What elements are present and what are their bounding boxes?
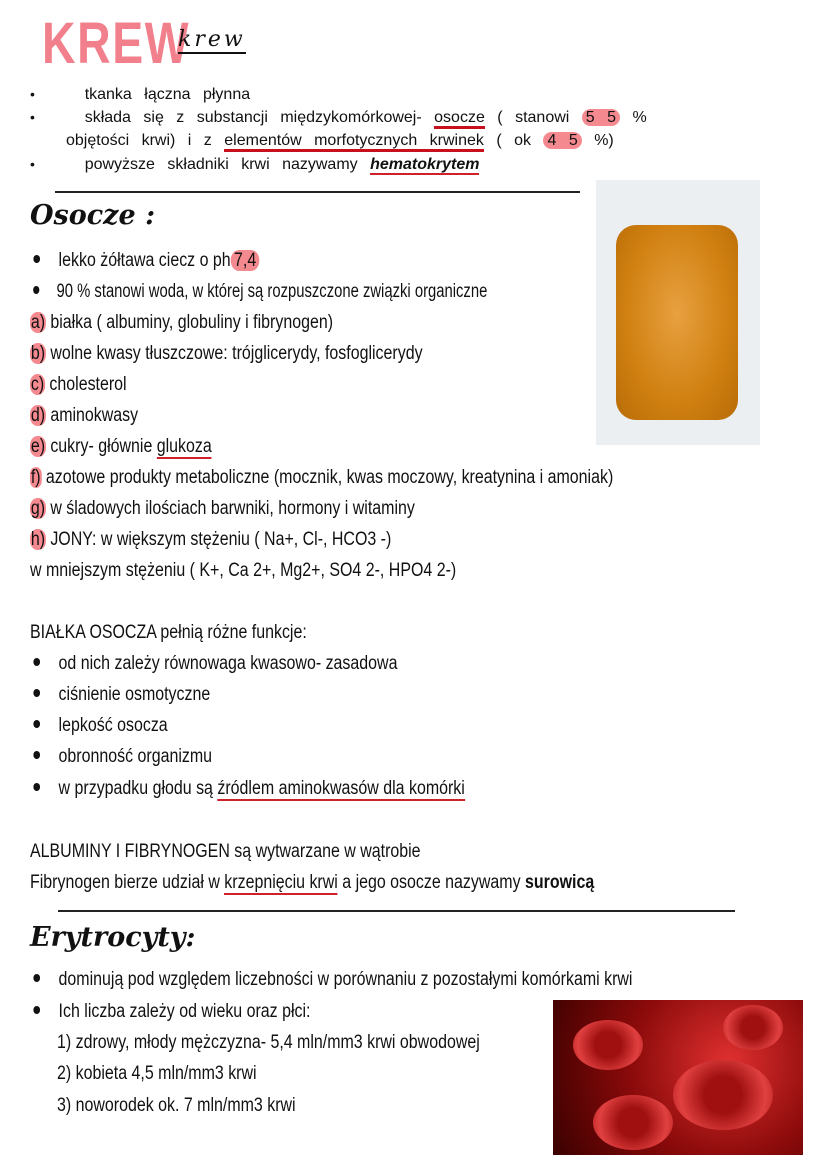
intro-line-1: • tkanka łączna płynna [30, 86, 251, 103]
highlight-ph: 7,4 [231, 250, 260, 271]
text: lepkość osocza [58, 715, 168, 736]
underlined-text: źródlem aminokwasów dla komórki [217, 778, 465, 799]
count-3: 3) noworodek ok. 7 mln/mm3 krwi [57, 1095, 296, 1116]
osocze-item [30, 374, 127, 396]
osocze-item [30, 498, 415, 520]
item-text: JONY: w większym stężeniu ( Na+, Cl-, HCO3 -) [45, 529, 392, 550]
item-letter: b) [30, 343, 46, 364]
text: w przypadku głodu są [58, 778, 218, 799]
bialka-item [30, 746, 212, 768]
highlight-45: 4 5 [543, 132, 581, 149]
item-text: wolne kwasy tłuszczowe: trójglicerydy, fosfoglicerydy [45, 343, 423, 364]
text: Ich liczba zależy od wieku oraz płci: [58, 1001, 311, 1022]
item-letter: d) [30, 405, 46, 426]
text: 90 % stanowi woda, w której są rozpuszczone związki organiczne [56, 281, 488, 302]
bialka-item [30, 684, 210, 706]
intro-line-2: • składa się z substancji międzykomórkowej- osocze ( stanowi 5 5 % [30, 109, 647, 127]
item-letter: f) [30, 467, 41, 488]
text: od nich zależy równowaga kwasowo- zasadowa [58, 653, 398, 674]
text: ciśnienie osmotyczne [58, 684, 211, 705]
intro-line-3 [66, 132, 614, 150]
albuminy-line-2 [30, 872, 594, 894]
text: obronność organizmu [58, 746, 213, 767]
highlight-55: 5 5 [582, 109, 620, 126]
item-text: aminokwasy [45, 405, 139, 426]
osocze-item [30, 436, 212, 458]
item-letter: h) [30, 529, 46, 550]
osocze-underlined: osocze [434, 109, 485, 129]
underlined-text: krzepnięciu krwi [224, 872, 338, 893]
text: ( ok [496, 132, 532, 149]
count-2: 2) kobieta 4,5 mln/mm3 krwi [57, 1063, 257, 1084]
text: lekko żółtawa ciecz o ph [58, 250, 231, 271]
underlined-text: glukoza [156, 436, 212, 457]
bialka-item-5 [30, 778, 465, 800]
item-text: azotowe produkty metaboliczne (mocznik, kwas moczowy, kreatynina i amoniak) [41, 467, 614, 488]
osocze-item [30, 467, 613, 489]
item-text: białka ( albuminy, globuliny i fibrynogen) [45, 312, 334, 333]
bold-text: surowicą [525, 872, 595, 893]
text: dominują pod względem liczebności w porównaniu z pozostałymi komórkami krwi [58, 969, 633, 990]
osocze-item [30, 529, 391, 551]
osocze-heading: Osocze : [30, 200, 156, 231]
bialka-item [30, 715, 168, 737]
text: objętości krwi) i z [66, 132, 212, 149]
text: a jego osocze nazywamy [337, 872, 526, 893]
title-krew: KREW [42, 11, 191, 76]
osocze-bullet-2 [30, 281, 487, 303]
text: Fibrynogen bierze udział w [30, 872, 225, 893]
count-1: 1) zdrowy, młody mężczyzna- 5,4 mln/mm3 krwi obwodowej [57, 1032, 480, 1053]
elements-underlined: elementów morfotycznych krwinek [224, 132, 484, 152]
osocze-item [30, 405, 138, 427]
erytrocyty-heading: Erytrocyty: [30, 922, 196, 953]
hematokrytem: hematokrytem [370, 156, 480, 173]
title-script: krew [178, 27, 246, 52]
divider [58, 910, 735, 912]
erytrocyty-bullet-1 [30, 969, 632, 991]
item-text: w śladowych ilościach barwniki, hormony i witaminy [45, 498, 415, 519]
text: ( stanowi [497, 109, 570, 126]
plasma-bag-photo [596, 180, 760, 445]
item-letter: e) [30, 436, 46, 457]
text: powyższe składniki krwi nazywamy [84, 156, 358, 173]
item-letter: c) [30, 374, 45, 395]
item-text: cukry- głównie [45, 436, 157, 457]
red-blood-cells-photo [553, 1000, 803, 1155]
item-letter: a) [30, 312, 46, 333]
osocze-item [30, 312, 333, 334]
text: %) [594, 132, 614, 149]
item-letter: g) [30, 498, 46, 519]
ions-line-2: w mniejszym stężeniu ( K+, Ca 2+, Mg2+, SO4 2-, HPO4 2-) [30, 560, 457, 581]
divider [55, 191, 580, 193]
osocze-bullet-1 [30, 250, 260, 272]
text: składa się z substancji międzykomórkowej- [84, 109, 422, 126]
bialka-heading: BIAŁKA OSOCZA pełnią różne funkcje: [30, 622, 307, 643]
intro-line-4: • powyższe składniki krwi nazywamy hematokrytem [30, 156, 480, 173]
bialka-item [30, 653, 397, 675]
text: % [632, 109, 647, 126]
osocze-item [30, 343, 423, 365]
text: tkanka łączna płynna [84, 86, 251, 103]
albuminy-line-1: ALBUMINY I FIBRYNOGEN są wytwarzane w wątrobie [30, 841, 421, 862]
erytrocyty-bullet-2 [30, 1001, 310, 1023]
item-text: cholesterol [44, 374, 127, 395]
